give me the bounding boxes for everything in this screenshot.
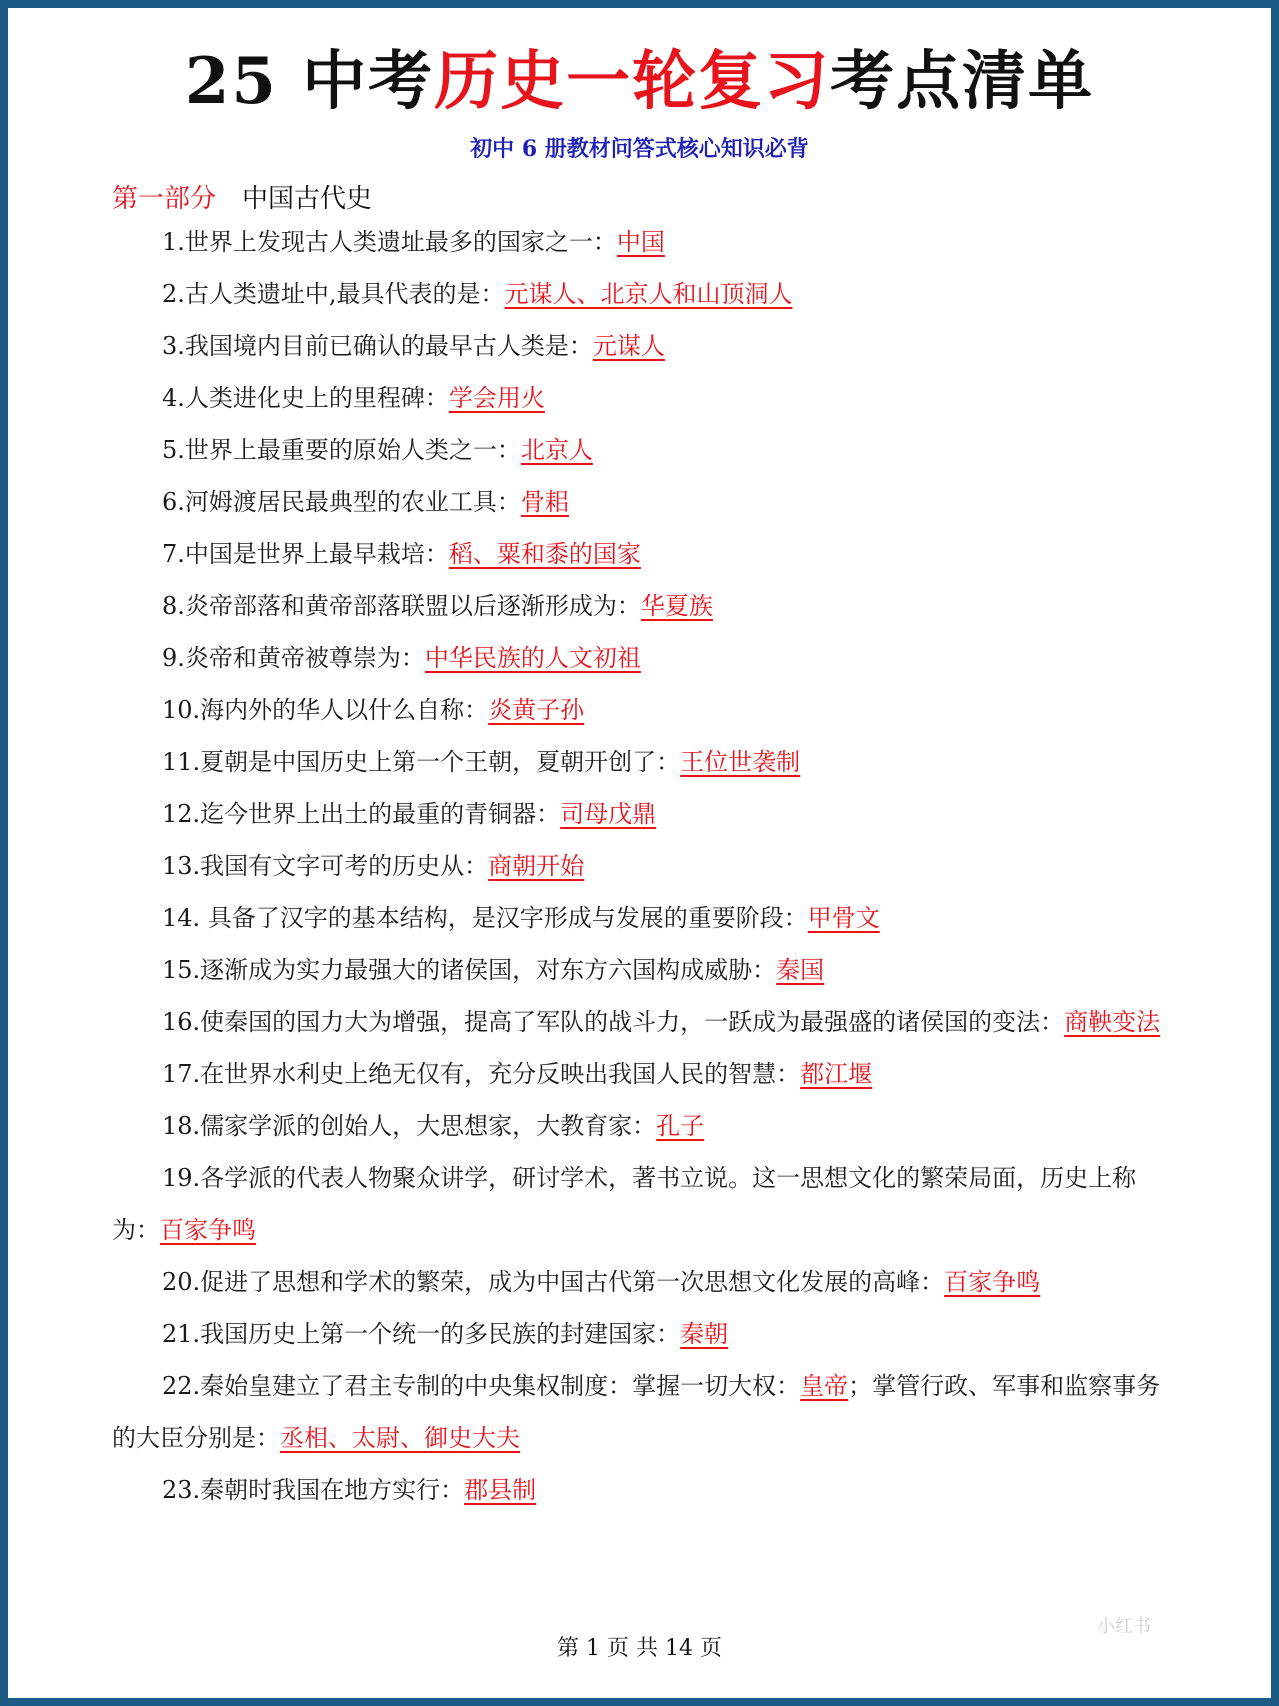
answer-text: 学会用火 [448,384,545,412]
question-text: 18.儒家学派的创始人，大思想家，大教育家： [162,1112,657,1140]
list-item [112,996,1184,1048]
question-text: 13.我国有文字可考的历史从： [162,852,489,880]
title-suffix: 考点清单 [830,44,1095,119]
document-page [8,8,1271,1698]
answer-text: 甲骨文 [807,904,880,932]
list-item [112,580,1184,632]
answer-text: 王位世袭制 [680,748,801,776]
list-item [112,944,1184,996]
answer-text: 商鞅变法 [1064,1008,1161,1036]
question-text: 14. 具备了汉字的基本结构，是汉字形成与发展的重要阶段： [162,904,808,932]
answer-text: 商朝开始 [488,852,585,880]
list-item [112,1100,1184,1152]
list-item [112,684,1184,736]
answer-text: 皇帝 [800,1372,849,1400]
list-item [112,372,1184,424]
list-item [112,1152,1184,1256]
section-heading [112,178,372,215]
page-subtitle: 初中 6 册教材问答式核心知识必背 [470,136,809,162]
list-item [112,216,1184,268]
answer-text: 炎黄子孙 [488,696,585,724]
question-text: 8.炎帝部落和黄帝部落联盟以后逐渐形成为： [162,592,641,620]
question-text: 16.使秦国的国力大为增强，提高了军队的战斗力，一跃成为最强盛的诸侯国的变法： [162,1008,1065,1036]
answer-text: 中国 [616,228,665,256]
section-name: 中国古代史 [242,184,373,214]
question-text: 23.秦朝时我国在地方实行： [162,1476,465,1504]
answer-text: 丞相、太尉、御史大夫 [280,1424,520,1452]
list-item [112,1308,1184,1360]
answer-text: 秦朝 [680,1320,729,1348]
answer-text: 孔子 [656,1112,705,1140]
question-text: 11.夏朝是中国历史上第一个王朝，夏朝开创了： [162,748,681,776]
list-item [112,632,1184,684]
question-text: 19.各学派的代表人物聚众讲学，研讨学术，著书立说。这一思想文化的繁荣局面，历史上称为： [112,1164,1137,1244]
question-text: 3.我国境内目前已确认的最早古人类是： [162,332,593,360]
question-text: 6.河姆渡居民最典型的农业工具： [162,488,521,516]
answer-text: 元谋人 [592,332,665,360]
answer-text: 元谋人、北京人和山顶洞人 [504,280,793,308]
list-item [112,892,1184,944]
question-text: 4.人类进化史上的里程碑： [162,384,449,412]
answer-text: 都江堰 [800,1060,873,1088]
list-item [112,840,1184,892]
answer-text: 北京人 [520,436,593,464]
list-item [112,476,1184,528]
list-item [112,1464,1184,1516]
title-highlight: 历史一轮复习 [434,44,831,119]
answer-text: 司母戊鼎 [560,800,657,828]
section-label: 第一部分 [112,184,217,214]
question-text: 15.逐渐成为实力最强大的诸侯国，对东方六国构成威胁： [162,956,777,984]
list-item [112,528,1184,580]
question-text: 22.秦始皇建立了君主专制的中央集权制度：掌握一切大权： [162,1372,801,1400]
title-prefix: 25 中考 [184,44,435,119]
answer-text: 郡县制 [464,1476,537,1504]
question-text: 20.促进了思想和学术的繁荣，成为中国古代第一次思想文化发展的高峰： [162,1268,945,1296]
list-item [112,736,1184,788]
qa-list [112,216,1184,1516]
question-text: 9.炎帝和黄帝被尊崇为： [162,644,425,672]
question-text: 2.古人类遗址中,最具代表的是： [162,280,505,308]
question-text: 5.世界上最重要的原始人类之一： [162,436,521,464]
page-footer: 第 1 页 共 14 页 [557,1636,722,1661]
question-text: 12.迄今世界上出土的最重的青铜器： [162,800,561,828]
list-item [112,1048,1184,1100]
answer-text: 骨耜 [520,488,569,516]
list-item [112,320,1184,372]
watermark: 小红书 [1097,1616,1151,1636]
answer-text: 百家争鸣 [160,1216,256,1244]
answer-text: 百家争鸣 [944,1268,1041,1296]
answer-text: 中华民族的人文初祖 [424,644,641,672]
list-item [112,788,1184,840]
question-text: 17.在世界水利史上绝无仅有，充分反映出我国人民的智慧： [162,1060,801,1088]
answer-text: 秦国 [776,956,825,984]
question-text: 10.海内外的华人以什么自称： [162,696,489,724]
list-item [112,424,1184,476]
answer-text: 稻、粟和黍的国家 [448,540,641,568]
list-item [112,1256,1184,1308]
question-text: 1.世界上发现古人类遗址最多的国家之一： [162,228,617,256]
page-title [8,30,1271,122]
question-text: ；掌管行政、军事和监察事务的大臣分别是： [112,1372,1161,1452]
list-item [112,268,1184,320]
answer-text: 华夏族 [640,592,713,620]
question-text: 7.中国是世界上最早栽培： [162,540,449,568]
list-item [112,1360,1184,1464]
question-text: 21.我国历史上第一个统一的多民族的封建国家： [162,1320,681,1348]
